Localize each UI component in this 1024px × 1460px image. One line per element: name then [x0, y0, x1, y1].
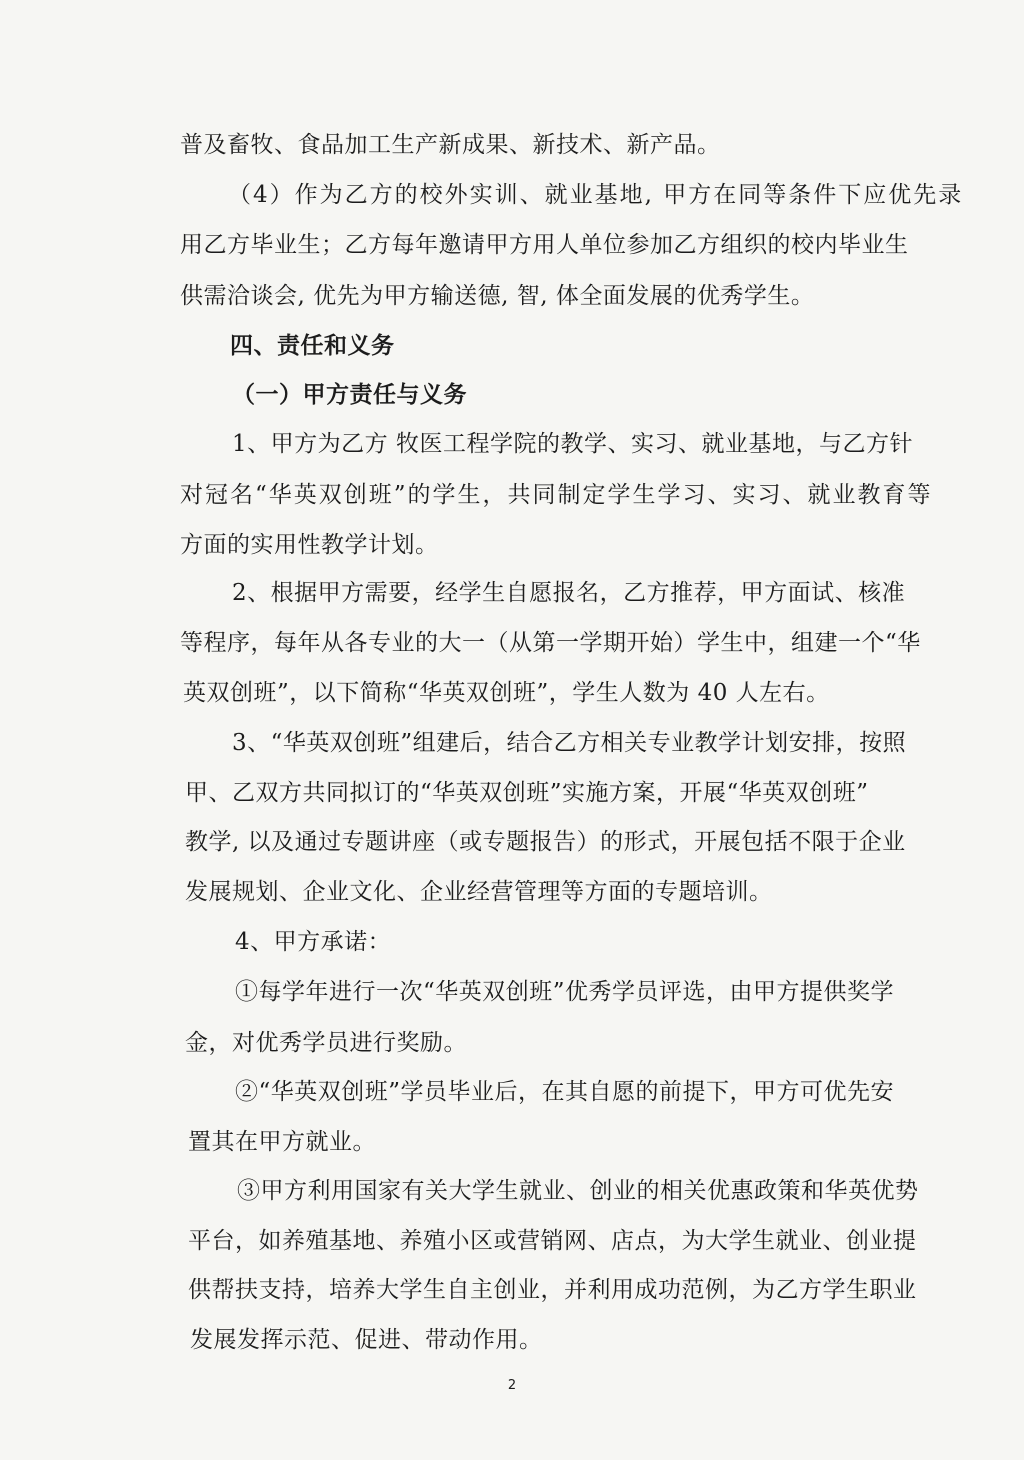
body-line: 供需洽谈会, 优先为甲方输送德, 智, 体全面发展的优秀学生。: [180, 283, 815, 309]
body-line: ③甲方利用国家有关大学生就业、创业的相关优惠政策和华英优势: [237, 1178, 919, 1204]
subsection-heading: （一）甲方责任与义务: [232, 381, 467, 408]
body-line: 普及畜牧、食品加工生产新成果、新技术、新产品。: [180, 132, 721, 158]
body-line: 方面的实用性教学计划。: [180, 532, 439, 558]
body-line: 置其在甲方就业。: [188, 1129, 376, 1155]
page-number: 2: [507, 1378, 517, 1393]
body-line: 对冠名“华英双创班”的学生，共同制定学生学习、实习、就业教育等: [180, 482, 933, 508]
section-heading: 四、责任和义务: [230, 332, 395, 359]
body-line: 发展发挥示范、促进、带动作用。: [190, 1327, 543, 1353]
body-line: ①每学年进行一次“华英双创班”优秀学员评选，由甲方提供奖学: [235, 979, 895, 1005]
body-line: 甲、乙双方共同拟订的“华英双创班”实施方案，开展“华英双创班”: [185, 780, 869, 806]
body-line: 金，对优秀学员进行奖励。: [185, 1030, 467, 1056]
body-line: 供帮扶支持，培养大学生自主创业，并利用成功范例，为乙方学生职业: [188, 1277, 917, 1303]
body-line: 2、根据甲方需要，经学生自愿报名，乙方推荐，甲方面试、核准: [232, 580, 906, 606]
body-line: 1、甲方为乙方 牧医工程学院的教学、实习、就业基地，与乙方针: [232, 431, 913, 457]
body-line: 4、甲方承诺：: [235, 929, 392, 955]
body-line: （4）作为乙方的校外实训、就业基地, 甲方在同等条件下应优先录: [228, 182, 964, 208]
body-line: 3、“华英双创班”组建后，结合乙方相关专业教学计划安排，按照: [232, 730, 907, 756]
body-line: 用乙方毕业生；乙方每年邀请甲方用人单位参加乙方组织的校内毕业生: [180, 232, 909, 258]
body-line: ②“华英双创班”学员毕业后，在其自愿的前提下，甲方可优先安: [235, 1079, 895, 1105]
body-line: 等程序，每年从各专业的大一（从第一学期开始）学生中，组建一个“华: [180, 630, 921, 656]
body-line: 英双创班”，以下简称“华英双创班”，学生人数为 40 人左右。: [183, 680, 830, 706]
body-line: 平台，如养殖基地、养殖小区或营销网、店点，为大学生就业、创业提: [188, 1228, 917, 1254]
body-line: 发展规划、企业文化、企业经营管理等方面的专题培训。: [185, 879, 773, 905]
body-line: 教学, 以及通过专题讲座（或专题报告）的形式，开展包括不限于企业: [185, 829, 906, 855]
